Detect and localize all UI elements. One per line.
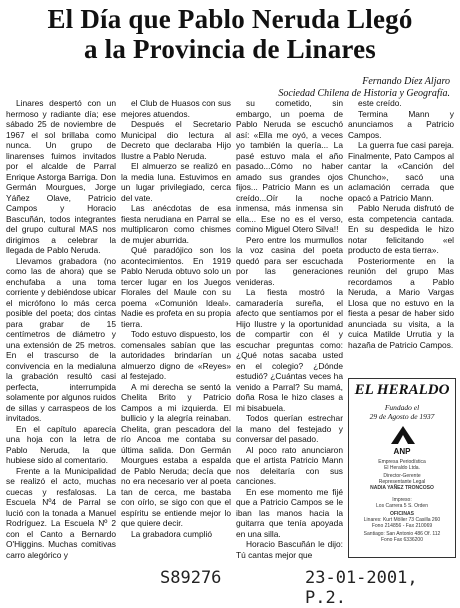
paragraph: Horacio Bascuñán le dijo: Tú cantas mejor que — [236, 539, 343, 560]
paragraph: Posteriormente en la reunión del grupo Mas recordamos a Pablo Neruda, a Mario Vargas Llosa que no estuvo en la fiesta a pesar de haber sido anunciada su visita, a la cuica Matilde Urrutia y la hazaña de Patricio Campos. — [348, 255, 454, 350]
small-print-line: Linares: Kurt Möller 73 Casilla 260 — [363, 517, 441, 523]
article-column-3 — [236, 98, 343, 568]
small-print-line: Fono 214856 - Fax 210069 — [371, 523, 433, 529]
paragraph: Las anécdotas de esa fiesta nerudiana en Parral se multiplicaron como chismes de mujer aburrida. — [121, 203, 231, 245]
paragraph: su cometido, sin embargo, un poema de Pablo Neruda se escuchó así: «Ella me oyó, a veces yo también la quería... La pasé estuvo mala el año pasado...Cómo no haber amado sus grandes ojos fijos... Patricio Mann es un creído...Oír la noche inmensa, más inmensa sin ella... Ese no es el verso, comino Miguel Otero Silva!! — [236, 98, 343, 234]
paragraph: Frente a la Municipalidad se realizó el acto, muchas cuecas y resfalosas. La Escuela Nº4 de Parral se lució con la tonada a Manuel Rodríguez. La Escuela Nº 2 con el Canto a Bernardo O'Higgins. Muchas comitivas carro alegórico y — [6, 465, 116, 560]
paragraph: En el capítulo aparecía una hoja con la letra de Pablo Neruda, la que hubiese sido al comentario. — [6, 423, 116, 465]
anp-logo-icon — [389, 424, 417, 446]
paragraph: Todo estuvo dispuesto, los comensales sabían que las autoridades brindarían un almuerzo digno de «Reyes» al festejado. — [121, 329, 231, 381]
paragraph: El almuerzo se realizó en la media luna. Estuvimos en un lugar privilegiado, cerca del vate. — [121, 161, 231, 203]
byline-author: Fernando Díez Aljaro — [362, 76, 450, 87]
newspaper-name: EL HERALDO — [354, 382, 450, 398]
newspaper-masthead-box — [348, 378, 456, 558]
small-print-line: Director-Gerente — [383, 473, 421, 479]
paragraph: Termina Mann y anunciamos a Patricio Campos. — [348, 108, 454, 140]
headline-line-1: El Día que Pablo Neruda Llegó — [47, 4, 413, 34]
paragraph: Pablo Neruda disfrutó de esta competencia cantada. En su despedida le hizo notar felicitando «el producto de esta tierra». — [348, 203, 454, 255]
anp-label: ANP — [393, 447, 411, 456]
article-column-2 — [121, 98, 231, 568]
small-print-line: Empresa Periodística — [378, 459, 426, 465]
small-print-line: Fono Fax 6336200 — [381, 537, 423, 543]
byline-affiliation: Sociedad Chilena de Historia y Geografía. — [278, 88, 450, 99]
paragraph: Todos querían estrechar la mano del festejado y conversar del pasado. — [236, 413, 343, 444]
paragraph: este creído. — [358, 98, 402, 108]
date-page-stamp: 23-01-2001, P.2. — [305, 568, 418, 608]
founded-label: Fundado el — [384, 403, 420, 412]
small-print-line: Los Carrera 5 S. Orden — [376, 503, 428, 509]
small-print-line: OFICINAS — [390, 511, 414, 517]
paragraph: Pero entre los murmullos la voz casina del poeta quedó para ser escuchada por las generaciones venideras. — [236, 234, 343, 287]
paragraph: Al poco rato anunciaron que el artista Patricio Mann nos deleitaría con sus canciones. — [236, 444, 343, 486]
small-print-line: El Heraldo Ltda. — [384, 465, 420, 471]
paragraph: Llevamos grabadora (no como las de ahora) que se enchufaba a una toma corriente y debiéndose ubicar el micrófono lo más cerca posible del poeta; dos cintas para grabar de 15 centímetros de diámetro y una extensión de 25 metros. En el trascurso de la convivencia en la medialuna la grabación resultó casi perfecta, interrumpida solamente por algunos ruidos de sillas y carraspeos de los invitados. — [6, 255, 116, 423]
small-print-line: Representante Legal — [378, 479, 426, 485]
paragraph: La fiesta mostró la camaradería sureña, el afecto que sentíamos por el Hijo Ilustre y la oportunidad de compartir con él y escuchar preguntas como: ¿Qué notas sacaba usted en el colegio? ¿Dónde estudió? ¿Cuántas veces ha venido a Parral? Su mamá, doña Rosa le hizo clases a mi bisabuela. — [236, 287, 343, 413]
paragraph: En ese momento me fijé que a Patricio Campos se le iban las manos hacia la guitarra que tenía apoyada en una silla. — [236, 486, 343, 539]
paragraph: el Club de Huasos con sus mejores atuendos. — [121, 98, 231, 119]
paragraph: A mi derecha se sentó la Chelita Brito y Patricio Campos a mi izquierda. El bullicio y la alegría reinaban. Chelita, gran pescadora del río Ancoa me contaba su última salida. Don Germán Mourgues estaba a espalda de Pablo Neruda; decía que no era necesario ver al poeta tan de cerca, me bastaba con oírlo, se sigo con que el espíritu se entiende mejor lo que quiere decir. — [121, 381, 231, 528]
headline-line-2: a la Provincia de Linares — [83, 34, 376, 64]
paragraph: Linares despertó con un hermoso y radiante día; ese sábado 25 de noviembre de 1967 el sol brillaba como nunca. Un grupo de linarenses fuimos invitados por el alcalde de Parral Enrique Astorga Barriga. Don Germán Mourgues, Jorge Yáñez Olave, Patricio Campos y Horacio Bascuñán, todos integrantes del grupo cultural MAS nos dirigimos a celebrar la llegada de Pablo Neruda. — [6, 98, 116, 255]
paragraph: Qué paradójico son los acontecimientos. En 1919 Pablo Neruda obtuvo solo un tercer lugar en los Juegos Florales del Maule con su poema «Comunión Ideal». Nadie es profeta en su propia tierra. — [121, 245, 231, 329]
small-print-line: Impreso: — [392, 497, 412, 503]
article-column-4 — [348, 98, 454, 376]
small-print-line: Santiago: San Antonio 486 Of. 112 — [363, 531, 441, 537]
paragraph: La grabadora cumplió — [131, 528, 213, 539]
archive-number-stamp: S89276 — [160, 568, 222, 588]
small-print-line: NADIA YAÑEZ TRONCOSO — [370, 485, 434, 491]
article-column-1 — [6, 98, 116, 568]
paragraph: La guerra fue casi pareja. Finalmente, Pato Campos al cantar la «Canción del Chuncho», sacó una aclamación cerrada que opacó a Patricio Mann. — [348, 140, 454, 203]
paragraph: Después el Secretario Municipal dio lectura al Decreto que declaraba Hijo Ilustre a Pablo Neruda. — [121, 119, 231, 161]
founded-date: 29 de Agosto de 1937 — [369, 412, 435, 421]
